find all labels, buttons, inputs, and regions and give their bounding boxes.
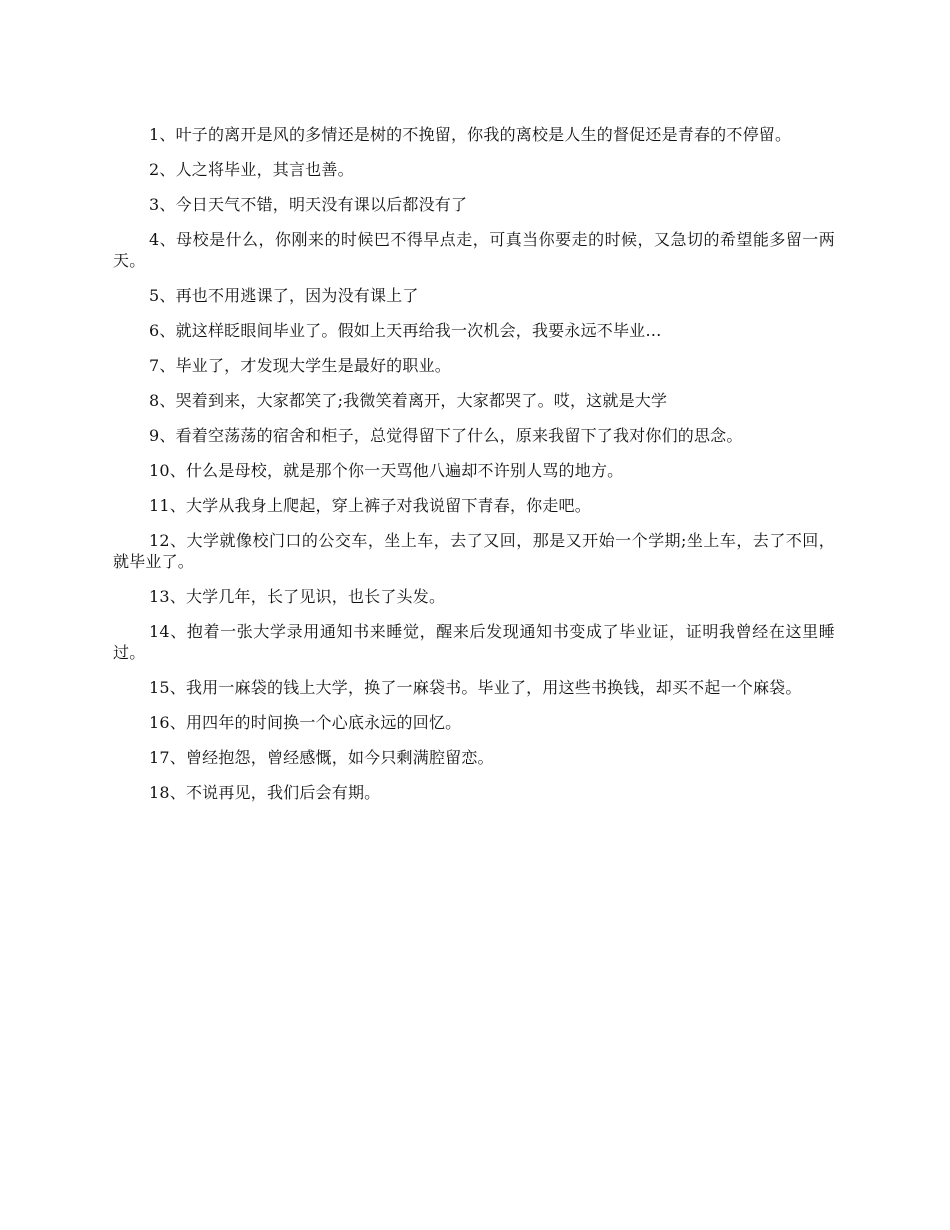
paragraph-13: 13、大学几年，长了见识，也长了头发。: [149, 587, 446, 606]
paragraph-7: 7、毕业了，才发现大学生是最好的职业。: [149, 356, 451, 375]
paragraph-11: 11、大学从我身上爬起，穿上裤子对我说留下青春，你走吧。: [149, 496, 591, 515]
paragraph-8: 8、哭着到来，大家都笑了;我微笑着离开，大家都哭了。哎，这就是大学: [149, 391, 668, 410]
document-body: [113, 124, 835, 817]
paragraph-9: 9、看着空荡荡的宿舍和柜子，总觉得留下了什么，原来我留下了我对你们的思念。: [149, 426, 743, 445]
paragraph-6: 6、就这样眨眼间毕业了。假如上天再给我一次机会，我要永远不毕业…: [149, 321, 662, 340]
paragraph-2: 2、人之将毕业，其言也善。: [149, 160, 354, 179]
paragraph-17: 17、曾经抱怨，曾经感慨，如今只剩满腔留恋。: [149, 748, 494, 767]
paragraph-16: 16、用四年的时间换一个心底永远的回忆。: [149, 713, 462, 732]
paragraph-14: 14、抱着一张大学录用通知书来睡觉，醒来后发现通知书变成了毕业证，证明我曾经在这里睡过。: [113, 622, 835, 662]
paragraph-12: 12、大学就像校门口的公交车，坐上车，去了又回，那是又开始一个学期;坐上车，去了不回，就毕业了。: [113, 531, 835, 571]
paragraph-5: 5、再也不用逃课了，因为没有课上了: [149, 286, 419, 305]
paragraph-15: 15、我用一麻袋的钱上大学，换了一麻袋书。毕业了，用这些书换钱，却买不起一个麻袋。: [149, 678, 802, 697]
paragraph-1: 1、叶子的离开是风的多情还是树的不挽留，你我的离校是人生的督促还是青春的不停留。: [149, 125, 792, 144]
paragraph-3: 3、今日天气不错，明天没有课以后都没有了: [149, 195, 468, 214]
paragraph-18: 18、不说再见，我们后会有期。: [149, 783, 381, 802]
paragraph-10: 10、什么是母校，就是那个你一天骂他八遍却不许别人骂的地方。: [149, 461, 624, 480]
paragraph-4: 4、母校是什么，你刚来的时候巴不得早点走，可真当你要走的时候，又急切的希望能多留一两天。: [113, 230, 835, 270]
